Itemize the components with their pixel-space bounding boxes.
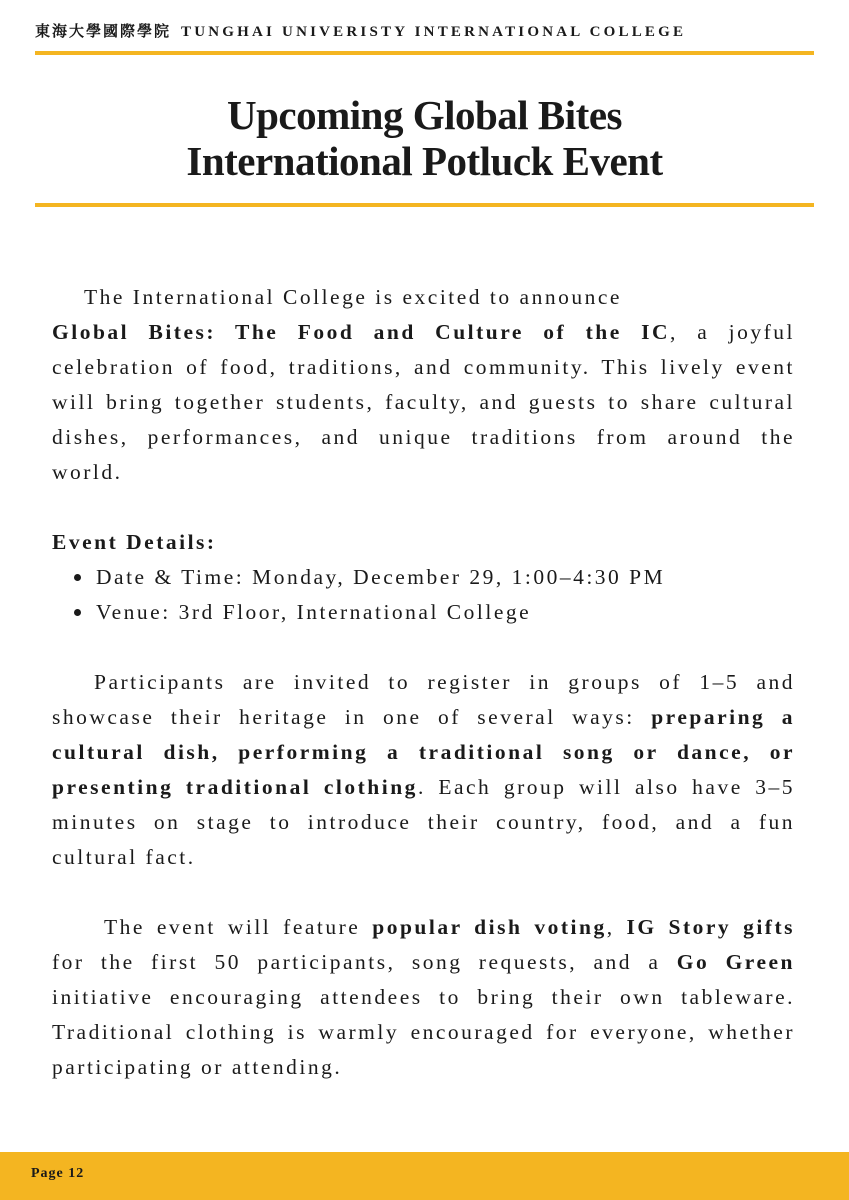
article-body	[52, 280, 795, 1085]
details-list	[52, 560, 795, 630]
features-paragraph	[52, 910, 795, 1085]
spacer	[52, 630, 795, 665]
page-header	[35, 20, 814, 41]
header-english-name: TUNGHAI UNIVERISTY INTERNATIONAL COLLEGE	[181, 24, 687, 40]
title-divider	[35, 203, 814, 207]
features-bold-go-green: Go Green	[676, 950, 796, 974]
features-text-2: for the first 50 participants, song requests, and a	[52, 950, 677, 974]
details-heading: Event Details:	[52, 530, 217, 554]
header-chinese-name: 東海大學國際學院	[35, 22, 172, 40]
spacer	[52, 875, 795, 910]
participation-bold: preparing a cultural dish, performing a traditional song or dance, or presenting traditional clothing	[52, 705, 795, 799]
features-bold-voting: popular dish voting	[372, 915, 607, 939]
details-item-venue: Venue: 3rd Floor, International College	[96, 595, 795, 630]
title-line-1: Upcoming Global Bites	[227, 92, 622, 138]
details-item-date: Date & Time: Monday, December 29, 1:00–4:30 PM	[96, 560, 795, 595]
intro-text-2: , a joyful celebration of food, traditions, and community. This lively event will bring together students, faculty, and guests to share cultural dishes, performances, and unique traditions from around the world.	[52, 320, 795, 484]
participation-text-2: . Each group will also have 3–5 minutes on stage to introduce their country, food, and a fun cultural fact.	[52, 775, 796, 869]
intro-event-name: Global Bites: The Food and Culture of the IC	[52, 320, 670, 344]
features-text-3: initiative encouraging attendees to bring their own tableware. Traditional clothing is warmly encouraged for everyone, whether participating or attending.	[52, 985, 795, 1079]
intro-text-1: The International College is excited to announce	[84, 285, 622, 309]
features-sep: ,	[606, 915, 627, 939]
title-line-2: International Potluck Event	[186, 138, 663, 184]
features-bold-ig: IG Story gifts	[626, 915, 795, 939]
intro-paragraph	[52, 280, 795, 490]
header-divider	[35, 51, 814, 55]
page-number: Page 12	[31, 1166, 85, 1181]
page-title	[35, 92, 814, 184]
features-text-1: The event will feature	[104, 915, 373, 939]
participation-text-1: Participants are invited to register in groups of 1–5 and showcase their heritage in one of several ways:	[52, 670, 795, 729]
spacer	[52, 490, 795, 525]
participation-paragraph	[52, 665, 795, 875]
page-footer	[0, 1152, 849, 1200]
